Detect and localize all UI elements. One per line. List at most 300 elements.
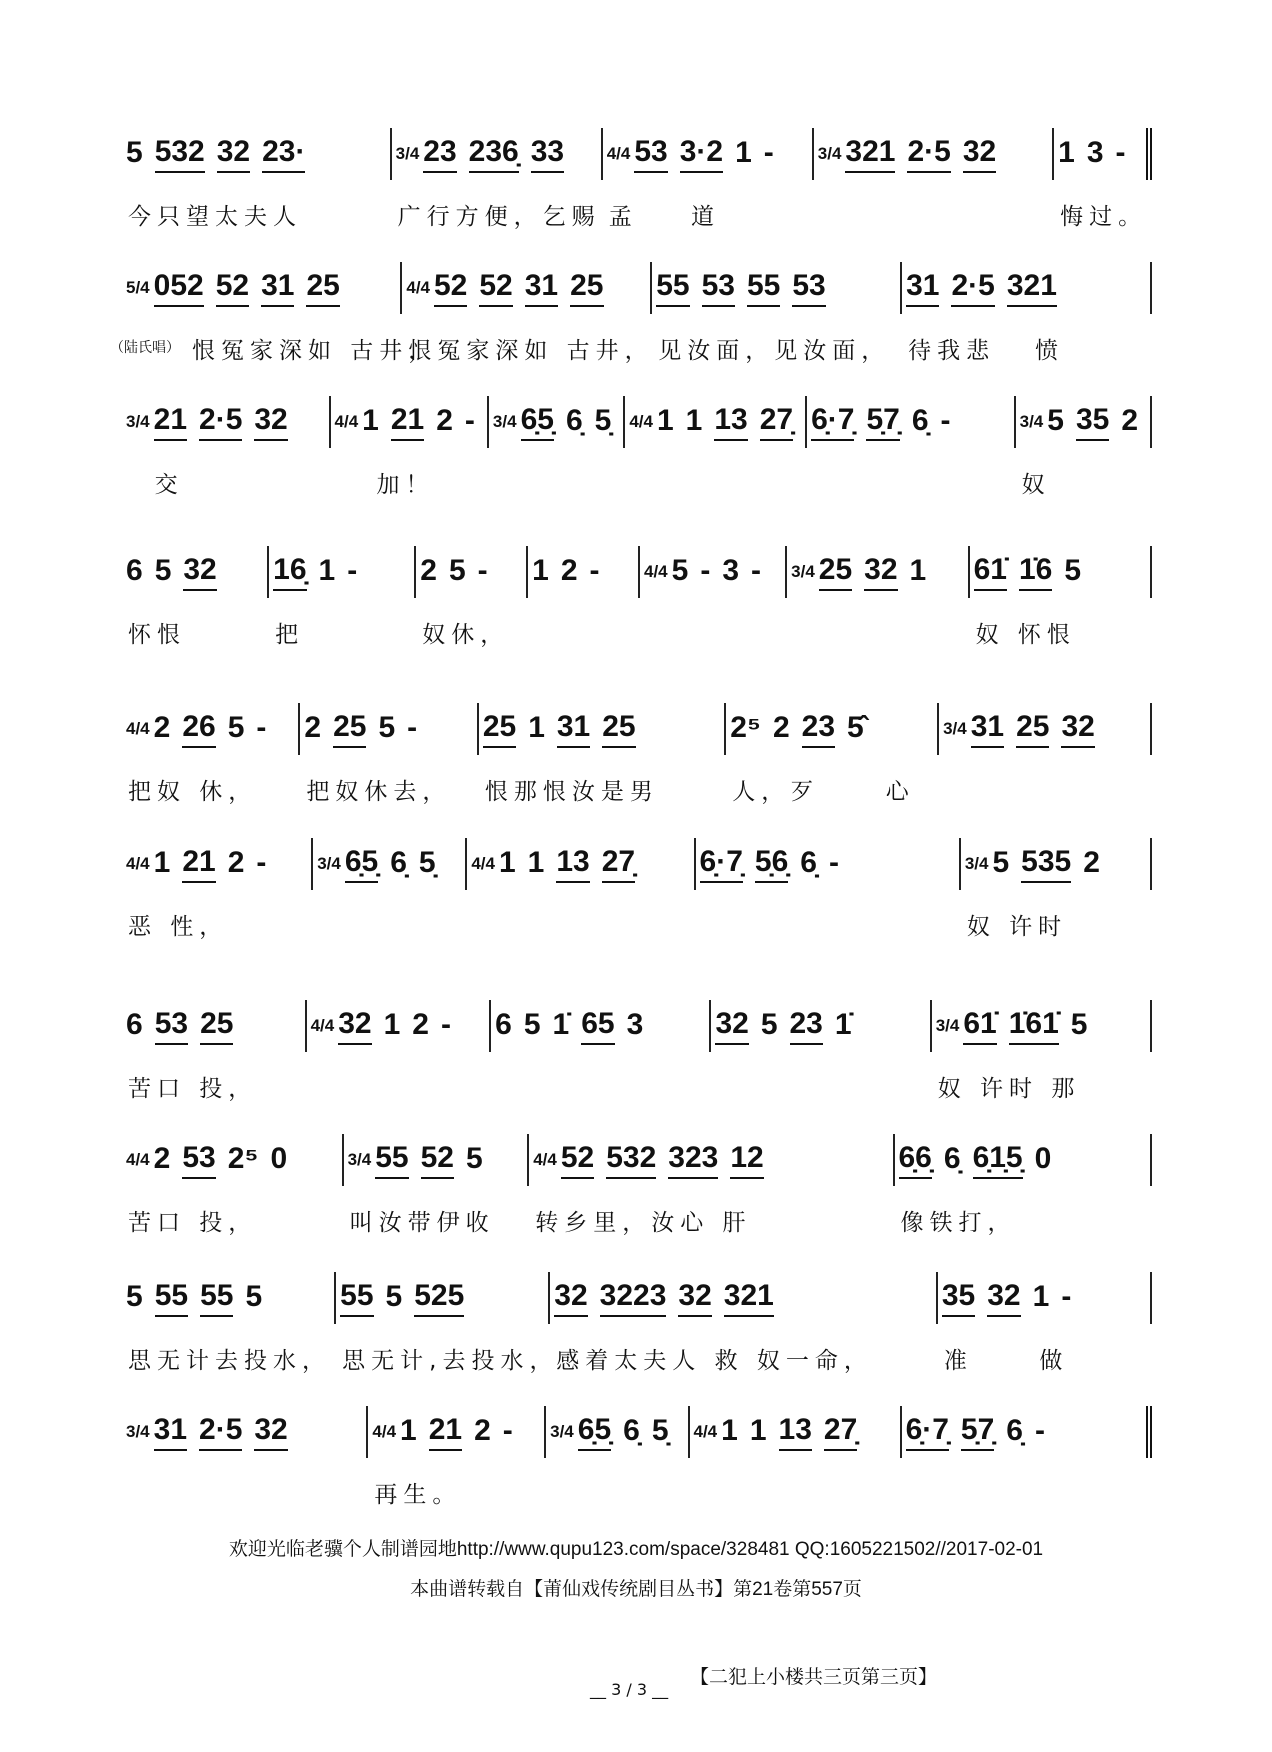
note-group: 27̣ (760, 403, 793, 441)
measure (329, 396, 487, 498)
note-group: - (407, 711, 418, 744)
note-group: 6̣ (1006, 1414, 1023, 1447)
note-group: 6 (126, 554, 143, 587)
measure (548, 1272, 936, 1374)
note-group: 25 (819, 553, 852, 591)
measure (305, 1000, 490, 1052)
measure (122, 1272, 334, 1374)
note-group: 32 (715, 1007, 748, 1045)
note-group: 5̣7̣ (961, 1413, 994, 1451)
note-group: 6̣ (390, 846, 407, 879)
note-group: 61̇ (963, 1007, 996, 1045)
note-group: 32 (864, 553, 897, 591)
score-row (122, 1272, 1152, 1374)
note-group: 53 (182, 1141, 215, 1179)
time-signature: 5/4 (126, 278, 150, 297)
score-row (122, 1406, 1152, 1508)
measure (390, 128, 601, 230)
lyric: 人，歹 心 (732, 779, 915, 805)
note-group: 1 (909, 554, 927, 587)
measure (334, 1272, 559, 1374)
lyric: 思无计去投水， (128, 1348, 331, 1374)
note-group: 25 (1016, 710, 1049, 748)
note-group: 3 (626, 1008, 644, 1041)
note-group: 236̣ (469, 135, 519, 173)
note-group: 25 (570, 269, 603, 307)
note-group: 25 (200, 1007, 233, 1045)
score-row (122, 1000, 1152, 1102)
note-group: 32 (338, 1007, 371, 1045)
note-group: 1 (532, 554, 549, 587)
note-group: 1 (318, 554, 336, 587)
note-group: 321 (724, 1279, 774, 1317)
time-signature: 3/4 (126, 1422, 150, 1441)
note-group: - (940, 404, 951, 437)
lyric: 怀恨 (128, 622, 186, 648)
measure (900, 262, 1152, 364)
time-signature: 3/4 (964, 854, 989, 873)
time-signature: 4/4 (310, 1016, 335, 1035)
note-group: 6̣1̣5̣ (973, 1141, 1023, 1179)
measure (122, 703, 298, 805)
note-group: 5 (448, 554, 466, 587)
measure (366, 1406, 544, 1508)
note-group: 2⁵ (227, 1142, 259, 1175)
lyric: 苦口 投， (128, 1076, 258, 1102)
notes-line (122, 128, 1152, 230)
note-group: 31 (261, 269, 294, 307)
note-group: 5̣6̣ (755, 845, 788, 883)
measure (893, 1134, 1153, 1236)
score-row (122, 838, 1152, 940)
note-group: 2 (420, 554, 437, 587)
note-group: 32 (254, 403, 287, 441)
note-group: 55 (200, 1279, 233, 1317)
lyric: 思无计,去投水， (342, 1348, 559, 1374)
note-group: 26 (182, 710, 215, 748)
note-group: 25 (483, 710, 516, 748)
measure (122, 128, 390, 230)
note-group: 53 (792, 269, 825, 307)
note-group: 3 (722, 554, 740, 587)
note-group: 0 (270, 1142, 288, 1175)
measure (122, 1000, 305, 1102)
note-group: 6̣·7̣ (700, 845, 743, 883)
note-group: 052 (154, 269, 204, 307)
note-group: 32 (183, 553, 216, 591)
note-group: 55 (656, 269, 689, 307)
note-group: 53 (155, 1007, 188, 1045)
note-group: 5 (126, 1280, 143, 1313)
note-group: 6 (495, 1008, 512, 1041)
lyric: 待我悲 愤 (908, 338, 1065, 364)
measure (650, 262, 900, 364)
note-group: 2 (560, 554, 578, 587)
time-signature: 4/4 (334, 412, 359, 431)
note-group: 55 (340, 1279, 373, 1317)
lyric: 把奴 休， (128, 779, 258, 805)
measure (900, 1406, 1152, 1458)
measure (477, 703, 724, 805)
note-group: 32 (554, 1279, 587, 1317)
note-group: 1 (749, 1414, 767, 1447)
measure (1052, 128, 1152, 230)
note-group: - (589, 554, 600, 587)
note-group: 2 (227, 846, 245, 879)
measure (812, 128, 1052, 180)
note-group: 31 (557, 710, 590, 748)
note-group: 3·2 (680, 135, 723, 173)
note-group: 2·5 (199, 403, 242, 441)
lyric: 奴 (1021, 472, 1051, 498)
note-group: 321 (845, 135, 895, 173)
note-group: 1 (1032, 1280, 1050, 1313)
note-group: 1̇6 (1019, 553, 1052, 591)
note-group: 65 (581, 1007, 614, 1045)
time-signature: 4/4 (644, 562, 668, 581)
note-group: - (256, 711, 267, 744)
measure (465, 838, 693, 890)
note-group: 5̣ (651, 1414, 669, 1447)
note-group: 2 (304, 711, 322, 744)
note-group: 31 (525, 269, 558, 307)
note-group: 27̣ (602, 845, 635, 883)
lyric: 奴 许时 (966, 914, 1068, 940)
note-group: 23 (790, 1007, 823, 1045)
note-group: 32 (254, 1413, 287, 1451)
notes-line (122, 703, 1152, 805)
measure (709, 1000, 929, 1052)
note-group: 2 (436, 404, 453, 437)
note-group: 323 (668, 1141, 718, 1179)
lyric: 恶 性， (128, 914, 229, 940)
note-group: 2 (1121, 404, 1138, 437)
note-group: 1 (735, 136, 752, 169)
note-group: 1 (400, 1414, 417, 1447)
note-group: 25 (602, 710, 635, 748)
note-group: 6̣5̣ (521, 403, 554, 441)
note-group: 2 (153, 1142, 171, 1175)
note-group: 5 (671, 554, 689, 587)
note-group: 2 (772, 711, 790, 744)
note-group: 2 (153, 711, 171, 744)
singer-annotation: （陆氏唱） (110, 340, 180, 356)
note-group: 55 (747, 269, 780, 307)
lyric: 广行方便，乞赐 (397, 204, 601, 230)
time-signature: 3/4 (395, 144, 420, 163)
lyric: 交 (128, 472, 184, 498)
lyric: 感着太夫人 救 奴一命， (556, 1348, 873, 1374)
note-group: 525 (414, 1279, 464, 1317)
measure (623, 396, 805, 448)
note-group: 13 (779, 1413, 812, 1451)
measure (936, 1272, 1152, 1374)
note-group: 535 (1021, 845, 1071, 883)
score-row (110, 262, 1152, 364)
note-group: 5 (126, 136, 143, 169)
note-group: 32 (1061, 710, 1094, 748)
note-group: 5̣ (418, 846, 436, 879)
note-group: 1 (1058, 136, 1075, 169)
note-group: 1̇ (552, 1008, 570, 1041)
note-group: 1 (153, 846, 171, 879)
notes-line (122, 1406, 1152, 1508)
note-group: - (256, 846, 267, 879)
measure (937, 703, 1152, 755)
note-group: 6̣·7̣ (906, 1413, 949, 1451)
lyric: 再生。 (374, 1482, 462, 1508)
note-group: 16̣ (273, 553, 306, 591)
time-signature: 3/4 (492, 412, 517, 431)
note-group: 1 (721, 1414, 738, 1447)
note-group: 5 (992, 846, 1010, 879)
note-group: 21 (429, 1413, 462, 1451)
time-signature: 3/4 (317, 854, 341, 873)
notes-line (122, 1000, 1152, 1102)
page-title: 【二犯上小楼共三页第三页】 (690, 1666, 938, 1688)
note-group: 6̣6̣ (899, 1141, 932, 1179)
time-signature: 4/4 (471, 854, 495, 873)
score-row (122, 546, 1152, 648)
lyric: 加！ (336, 472, 435, 498)
note-group: 23· (262, 135, 305, 173)
note-group: - (1034, 1414, 1045, 1447)
time-signature: 4/4 (533, 1150, 557, 1169)
note-group: 6̣5̣ (578, 1413, 611, 1451)
note-group: 32 (963, 135, 996, 173)
lyric: 奴 许时 那 (937, 1076, 1081, 1102)
note-group: 6̣ (943, 1142, 961, 1175)
notes-line (122, 396, 1152, 498)
time-signature: 3/4 (126, 412, 150, 431)
note-group: 2 (1083, 846, 1100, 879)
measure (311, 838, 465, 890)
note-group: 5 (227, 711, 245, 744)
credit-line: 欢迎光临老骥个人制谱园地http://www.qupu123.com/space/328481 QQ:1605221502//2017-02-01 (228, 1539, 1044, 1560)
note-group: 5 (1047, 404, 1064, 437)
measure (414, 546, 526, 648)
note-group: 532 (606, 1141, 656, 1179)
note-group: 1̇61̇ (1009, 1007, 1059, 1045)
time-signature: 4/4 (126, 854, 150, 873)
time-signature: 3/4 (1019, 412, 1044, 431)
notes-line (122, 546, 1152, 648)
score-row (122, 396, 1152, 498)
measure (122, 1134, 342, 1236)
measure (544, 1406, 687, 1458)
lyric: 见汝面，见汝面， (658, 338, 891, 364)
note-group: 53 (634, 135, 667, 173)
note-group: 1 (498, 846, 516, 879)
note-group: 6̣ (565, 404, 583, 437)
measure (400, 262, 654, 364)
note-group: 6̣ (623, 1414, 640, 1447)
time-signature: 3/4 (550, 1422, 574, 1441)
measure (487, 396, 623, 448)
note-group: - (763, 136, 774, 169)
note-group: 6̣5̣ (345, 845, 378, 883)
lyric: 奴 怀恨 (975, 622, 1076, 648)
lyric: 准 做 (943, 1348, 1069, 1374)
note-group: 5 (1064, 554, 1081, 587)
lyric: 转乡里，汝心 肝 (535, 1210, 752, 1236)
note-group: 5 (385, 1280, 403, 1313)
note-group: 2·5 (199, 1413, 242, 1451)
note-group: 52 (216, 269, 249, 307)
note-group: 35 (942, 1279, 975, 1317)
note-group: 5̣ (594, 404, 612, 437)
note-group: 13 (714, 403, 747, 441)
note-group: 5 (154, 554, 172, 587)
note-group: 1̇ (834, 1008, 852, 1041)
lyric: 孟 道 (608, 204, 720, 230)
measure (527, 1134, 892, 1236)
lyric: 叫汝带伊收 (349, 1210, 495, 1236)
note-group: 1 (528, 711, 545, 744)
note-group: 6 (126, 1008, 143, 1041)
page-number: __ 3 / 3 __ (590, 1680, 669, 1699)
measure (122, 1406, 366, 1458)
note-group: 55 (375, 1141, 408, 1179)
measure (694, 838, 959, 890)
note-group: 32 (987, 1279, 1020, 1317)
note-group: 31 (906, 269, 939, 307)
time-signature: 3/4 (347, 1150, 372, 1169)
note-group: - (1115, 136, 1126, 169)
note-group: 25 (306, 269, 339, 307)
score-row (122, 1134, 1152, 1236)
note-group: - (700, 554, 711, 587)
note-group: 5 (1070, 1008, 1088, 1041)
measure (489, 1000, 709, 1052)
lyric: 恨冤家深如 古井， (192, 338, 438, 364)
measure (805, 396, 1014, 448)
note-group: 1 (685, 404, 703, 437)
note-group: 32 (678, 1279, 711, 1317)
note-group: 6̣ (911, 404, 929, 437)
measure (298, 703, 476, 805)
note-group: 23 (423, 135, 456, 173)
note-group: 5̣7̣ (866, 403, 899, 441)
time-signature: 4/4 (372, 1422, 397, 1441)
note-group: 33 (531, 135, 564, 173)
note-group: 2⁵ (730, 711, 761, 744)
lyric: 今只望太夫人 (128, 204, 302, 230)
measure (122, 396, 329, 498)
note-group: 25 (333, 710, 366, 748)
note-group: - (1061, 1280, 1072, 1313)
time-signature: 4/4 (629, 412, 653, 431)
time-signature: 3/4 (817, 144, 842, 163)
measure (601, 128, 812, 230)
measure (930, 1000, 1152, 1102)
note-group: 6̣·7̣ (811, 403, 854, 441)
measure (267, 546, 414, 648)
note-group: 532 (155, 135, 205, 173)
time-signature: 4/4 (406, 278, 430, 297)
note-group: 5̂ (847, 711, 864, 744)
lyric: 把 (275, 622, 305, 648)
time-signature: 4/4 (606, 144, 631, 163)
lyric: 像铁打， (900, 1210, 1017, 1236)
note-group: 5 (245, 1280, 263, 1313)
note-group: 21 (154, 403, 187, 441)
measure (526, 546, 638, 598)
measure (785, 546, 967, 598)
measure (1014, 396, 1152, 498)
note-group: 6̣ (800, 846, 817, 879)
measure (688, 1406, 900, 1458)
note-group: 2 (474, 1414, 491, 1447)
note-group: 5 (523, 1008, 541, 1041)
notes-line (122, 838, 1152, 940)
note-group: - (828, 846, 839, 879)
note-group: 2·5 (951, 269, 994, 307)
notes-line (122, 1272, 1152, 1374)
note-group: 12 (730, 1141, 763, 1179)
note-group: 52 (421, 1141, 454, 1179)
note-group: 52 (479, 269, 512, 307)
lyric: 苦口 投， (128, 1210, 258, 1236)
notes-line (122, 1134, 1152, 1236)
measure (968, 546, 1152, 648)
score-row (122, 703, 1152, 805)
note-group: 21 (182, 845, 215, 883)
note-group: 2·5 (907, 135, 950, 173)
measure (122, 838, 311, 940)
measure (724, 703, 937, 805)
note-group: 1 (656, 404, 674, 437)
note-group: 55 (155, 1279, 188, 1317)
time-signature: 4/4 (126, 719, 150, 738)
note-group: 3 (1086, 136, 1104, 169)
note-group: 31 (154, 1413, 187, 1451)
lyric: 奴休， (422, 622, 510, 648)
note-group: 13 (556, 845, 589, 883)
note-group: 1 (383, 1008, 401, 1041)
score-row (122, 128, 1152, 230)
note-group: 2 (412, 1008, 429, 1041)
note-group: 23 (802, 710, 835, 748)
note-group: 35 (1076, 403, 1109, 441)
measure (342, 1134, 528, 1236)
note-group: 52 (561, 1141, 594, 1179)
note-group: - (502, 1414, 513, 1447)
note-group: 1 (527, 846, 545, 879)
note-group: 53 (702, 269, 735, 307)
note-group: 27̣ (824, 1413, 857, 1451)
note-group: 1 (362, 404, 379, 437)
note-group: - (464, 404, 475, 437)
time-signature: 4/4 (126, 1150, 150, 1169)
lyric: 把奴休去， (306, 779, 452, 805)
measure (122, 546, 267, 648)
time-signature: 3/4 (943, 719, 967, 738)
time-signature: 4/4 (693, 1422, 718, 1441)
note-group: 21 (391, 403, 424, 441)
lyric: 恨冤家深如 古井， (408, 338, 654, 364)
lyric: 恨那恨汝是男 (484, 779, 659, 805)
note-group: - (440, 1008, 451, 1041)
lyric: 悔过。 (1060, 204, 1148, 230)
note-group: 5 (465, 1142, 483, 1175)
note-group: 61̇ (974, 553, 1007, 591)
note-group: 5 (378, 711, 396, 744)
source-line: 本曲谱转载自【莆仙戏传统剧目丛书】第21卷第557页 (410, 1579, 862, 1600)
note-group: 321 (1007, 269, 1057, 307)
time-signature: 3/4 (791, 562, 815, 581)
note-group: 52 (434, 269, 467, 307)
